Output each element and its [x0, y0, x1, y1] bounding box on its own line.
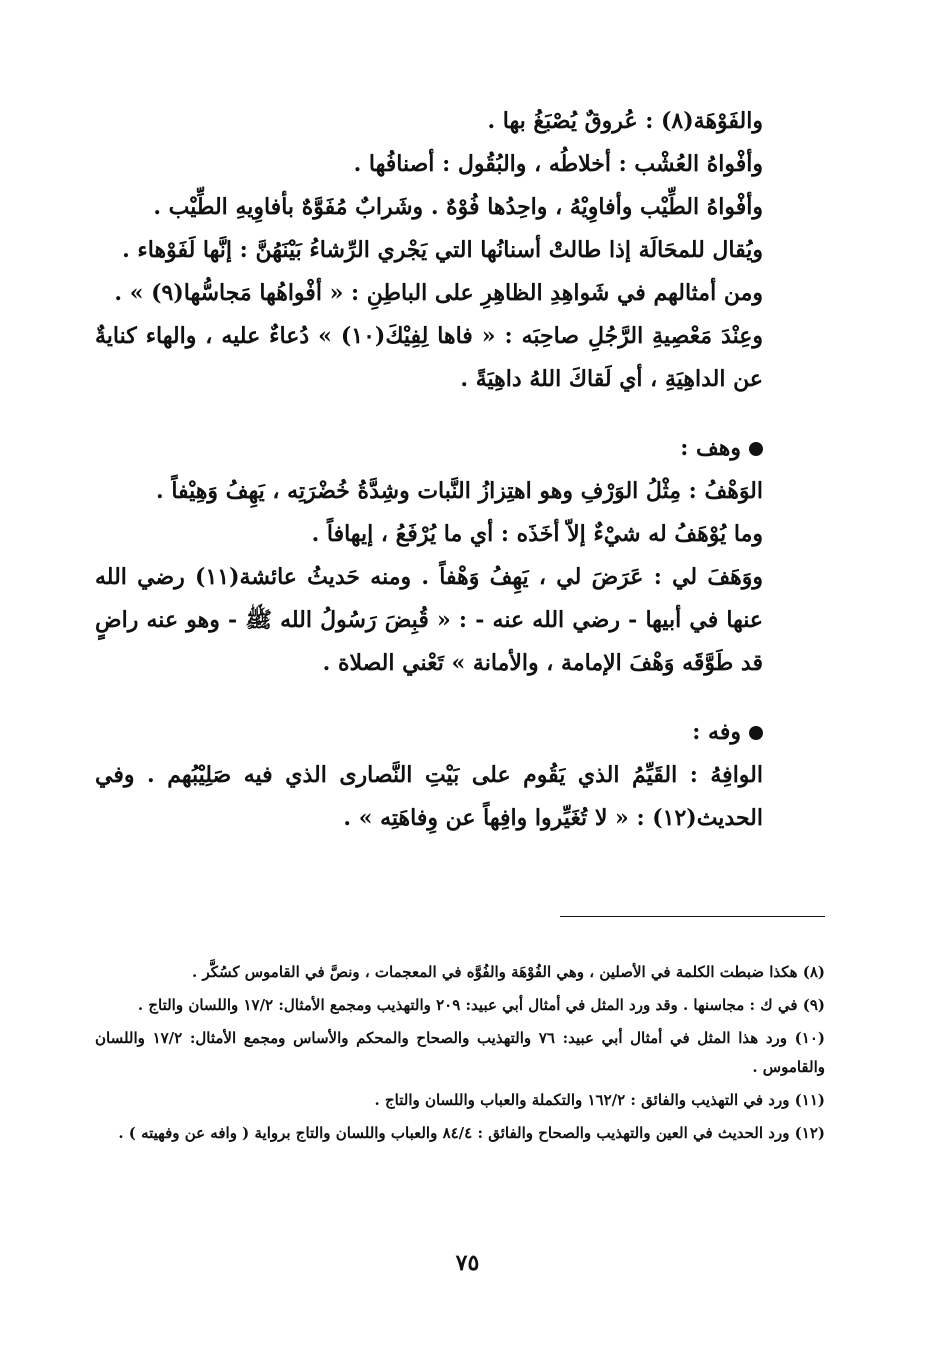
- footnote-11: (١١) ورد في التهذيب والفائق : ١٦٢/٢ والتكملة والعباب واللسان والتاج .: [374, 1091, 825, 1109]
- paragraph-afwah-ushb: وأفْواهُ العُشْب : أخلاطُه ، والبُقُول : أصنافُها .: [353, 151, 763, 177]
- paragraph-fawha: والفَوْهَة(٨) : عُروقٌ يُصْبَغُ بها .: [487, 108, 763, 134]
- paragraph-wafih: الوافِهُ : القَيِّمُ الذي يَقُوم على بَيْتِ النَّصارى الذي فيه صَلِيْبُهم . وفي الحديث(١٢) : « لا تُغَيِّروا وافِهاً عن وِفاهَتِه » .: [95, 762, 763, 831]
- footnotes: [95, 958, 825, 1152]
- bullet-icon: [749, 726, 763, 740]
- paragraph-fahalifik: وعِنْدَ مَعْصِيةِ الرَّجُلِ صاحِبَه : « فاها لِفِيْكَ(١٠) » دُعاءٌ عليه ، والهاء كنايةٌ عن الداهِيَةِ ، أي لَقاكَ اللهُ داهِيَةً .: [95, 323, 763, 392]
- paragraph-proverb: ومن أمثالهم في شَواهِدِ الظاهِرِ على الباطِنِ : « أفْواهُها مَجاسُّها(٩) » .: [114, 280, 763, 306]
- entry-heading-wafh: [95, 711, 825, 754]
- paragraph-muhala: ويُقال للمحَالَة إذا طالتْ أسنانُها التي يَجْري الرِّشاءُ بَيْنَهُنَّ : إنَّها لَفَوْهاء .: [122, 237, 763, 263]
- spacer: [95, 401, 825, 427]
- footnote-10: (١٠) ورد هذا المثل في أمثال أبي عبيد: ٧٦ والتهذيب والصحاح والمحكم والأساس ومجمع الأمثال: ١٧/٢ واللسان والقاموس .: [95, 1029, 825, 1076]
- entry-heading-label: وفه :: [692, 719, 741, 745]
- paragraph-wahafa-li: ووَهَفَ لي : عَرَضَ لي ، يَهِفُ وَهْفاً . ومنه حَديثُ عائشة(١١) رضي الله عنها في أبيها - رضي الله عنه - : « قُبِضَ رَسُولُ الله ﷺ - وهو عنه راضٍ قد طَوَّقَه وَهْفَ الإمامة ، والأمانة » تَعْني الصلاة .: [95, 564, 763, 676]
- footnote-8: (٨) هكذا ضبطت الكلمة في الأصلين ، وهي الفُوْهَة والفُوَّه في المعجمات ، ونصَّ في القاموس كسُكَّر .: [192, 963, 825, 981]
- paragraph-afwah-tib: وأفْواهُ الطِّيْب وأفاوِيْهُ ، واحِدُها فُوْهٌ . وشَرابٌ مُفَوَّهٌ بأفاوِيهِ الطِّيْب .: [153, 194, 763, 220]
- main-text: [95, 100, 825, 840]
- paragraph-yuhaf: وما يُوْهَفُ له شيْءٌ إلاّ أخَذَه : أي ما يُرْفَعُ ، إيهافاً .: [311, 521, 763, 547]
- footnote-9: (٩) في ك : مجاسنها . وقد ورد المثل في أمثال أبي عبيد: ٢٠٩ والتهذيب ومجمع الأمثال: ١٧/٢ واللسان والتاج .: [137, 996, 825, 1014]
- paragraph-wahf-definition: الوَهْفُ : مِثْلُ الوَرْفِ وهو اهتِزازُ النَّبات وشِدَّةُ خُضْرَتِه ، يَهِفُ وَهِيْفاً .: [156, 478, 763, 504]
- spacer: [95, 685, 825, 711]
- footnote-divider: [560, 916, 825, 917]
- footnote-12: (١٢) ورد الحديث في العين والتهذيب والصحاح والفائق : ٨٤/٤ والعباب واللسان والتاج برواية ( وافه عن وفهيته ) .: [118, 1124, 825, 1142]
- page-number: ٧٥: [455, 1250, 480, 1276]
- bullet-icon: [749, 442, 763, 456]
- entry-heading-label: وهف :: [680, 435, 741, 461]
- entry-heading-wahf: [95, 427, 825, 470]
